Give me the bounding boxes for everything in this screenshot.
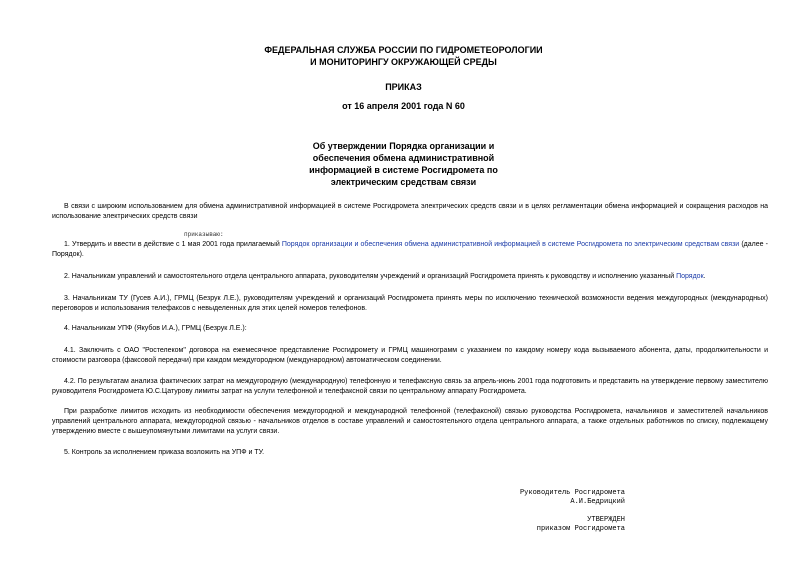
procedure-link[interactable]: Порядок организации и обеспечения обмена административной информацией в системе Росгидромета по электрическим средствам связи bbox=[281, 241, 740, 248]
paragraph-4-2: 4.2. По результатам анализа фактических затрат на междугородную (международную) телефонную и телефаксную связь за апрель-июнь 2001 года подготовить и представить на утверждение первому заместителю руководителя Росгидромета Ю.С.Цатурову лимиты затрат на услуги телефонной и телефаксной связи по центральному аппарату Росгидромета. bbox=[52, 378, 768, 395]
paragraph-1-start: 1. Утвердить и ввести в действие с 1 мая 2001 года прилагаемый bbox=[64, 241, 282, 248]
signature-position: Руководитель Росгидромета bbox=[519, 489, 625, 497]
agency-name-line2: И МОНИТОРИНГУ ОКРУЖАЮЩЕЙ СРЕДЫ bbox=[310, 57, 497, 67]
paragraph-1 bbox=[52, 240, 768, 260]
agency-name-line1: ФЕДЕРАЛЬНАЯ СЛУЖБА РОССИИ ПО ГИДРОМЕТЕОРОЛОГИИ bbox=[264, 45, 543, 55]
paragraph-4: 4. Начальникам УПФ (Якубов И.А.), ГРМЦ (Безрук Л.Е.): bbox=[64, 325, 247, 332]
doc-type: ПРИКАЗ bbox=[385, 82, 422, 92]
paragraph-5: 5. Контроль за исполнением приказа возложить на УПФ и ТУ. bbox=[64, 449, 265, 456]
doc-title-line3: информацией в системе Росгидромета по bbox=[309, 165, 498, 175]
preamble-paragraph: В связи с широким использованием для обмена административной информацией в системе Росгидромета электрических средств связи и в целях регламентации обмена информацией и сокращения расходов на использование электрических средств связи bbox=[52, 203, 768, 220]
doc-date: от 16 апреля 2001 года N 60 bbox=[342, 101, 465, 111]
approval-line1: УТВЕРЖДЕН bbox=[587, 516, 625, 524]
signature-name: А.И.Бедрицкий bbox=[570, 498, 625, 506]
approval-line2: приказом Росгидромета bbox=[536, 525, 625, 533]
doc-title-line4: электрическим средствам связи bbox=[330, 177, 477, 187]
doc-title-line1: Об утверждении Порядка организации и bbox=[312, 141, 495, 151]
paragraph-4-1: 4.1. Заключить с ОАО "Ростелеком" договора на ежемесячное представление Росгидромету и ГРМЦ машинограмм с указанием по каждому номеру кода вызываемого абонента, даты, продолжительности и стоимости разговора (факсовой передачи) при каждом междугородном (международном) автоматическом соединении. bbox=[52, 347, 768, 364]
procedure-short-link[interactable]: Порядок bbox=[676, 273, 704, 280]
doc-title-line2: обеспечения обмена административной bbox=[312, 153, 495, 163]
paragraph-2-end: . bbox=[703, 273, 706, 280]
paragraph-2 bbox=[52, 272, 768, 282]
paragraph-4-3: При разработке лимитов исходить из необходимости обеспечения междугородной и международной телефонной (телефаксной) связью руководства Росгидромета, начальников и заместителей начальников управлений центрального аппарата, междугородной связью - начальников отделов в составе управлений и самостоятельного отдела центрального аппарата, а также отдельных работников по списку, подлежащему утверждению вместе с вышеупомянутыми лимитами на услуги связи. bbox=[52, 408, 768, 435]
paragraph-2-start: 2. Начальникам управлений и самостоятельного отдела центрального аппарата, руководителям учреждений и организаций Росгидромета принять к руководству и исполнению указанный bbox=[64, 273, 677, 280]
prikazyvayu-label: приказываю: bbox=[184, 231, 224, 238]
paragraph-1-end: (далее - Порядок). bbox=[52, 241, 768, 258]
paragraph-3: 3. Начальникам ТУ (Гусев А.И.), ГРМЦ (Безрук Л.Е.), руководителям учреждений и организаций Росгидромета принять меры по исключению технической возможности ведения междугородных (международных) переговоров и использования телефаксов с невыделенных для этих целей номеров телефонов. bbox=[52, 295, 768, 312]
